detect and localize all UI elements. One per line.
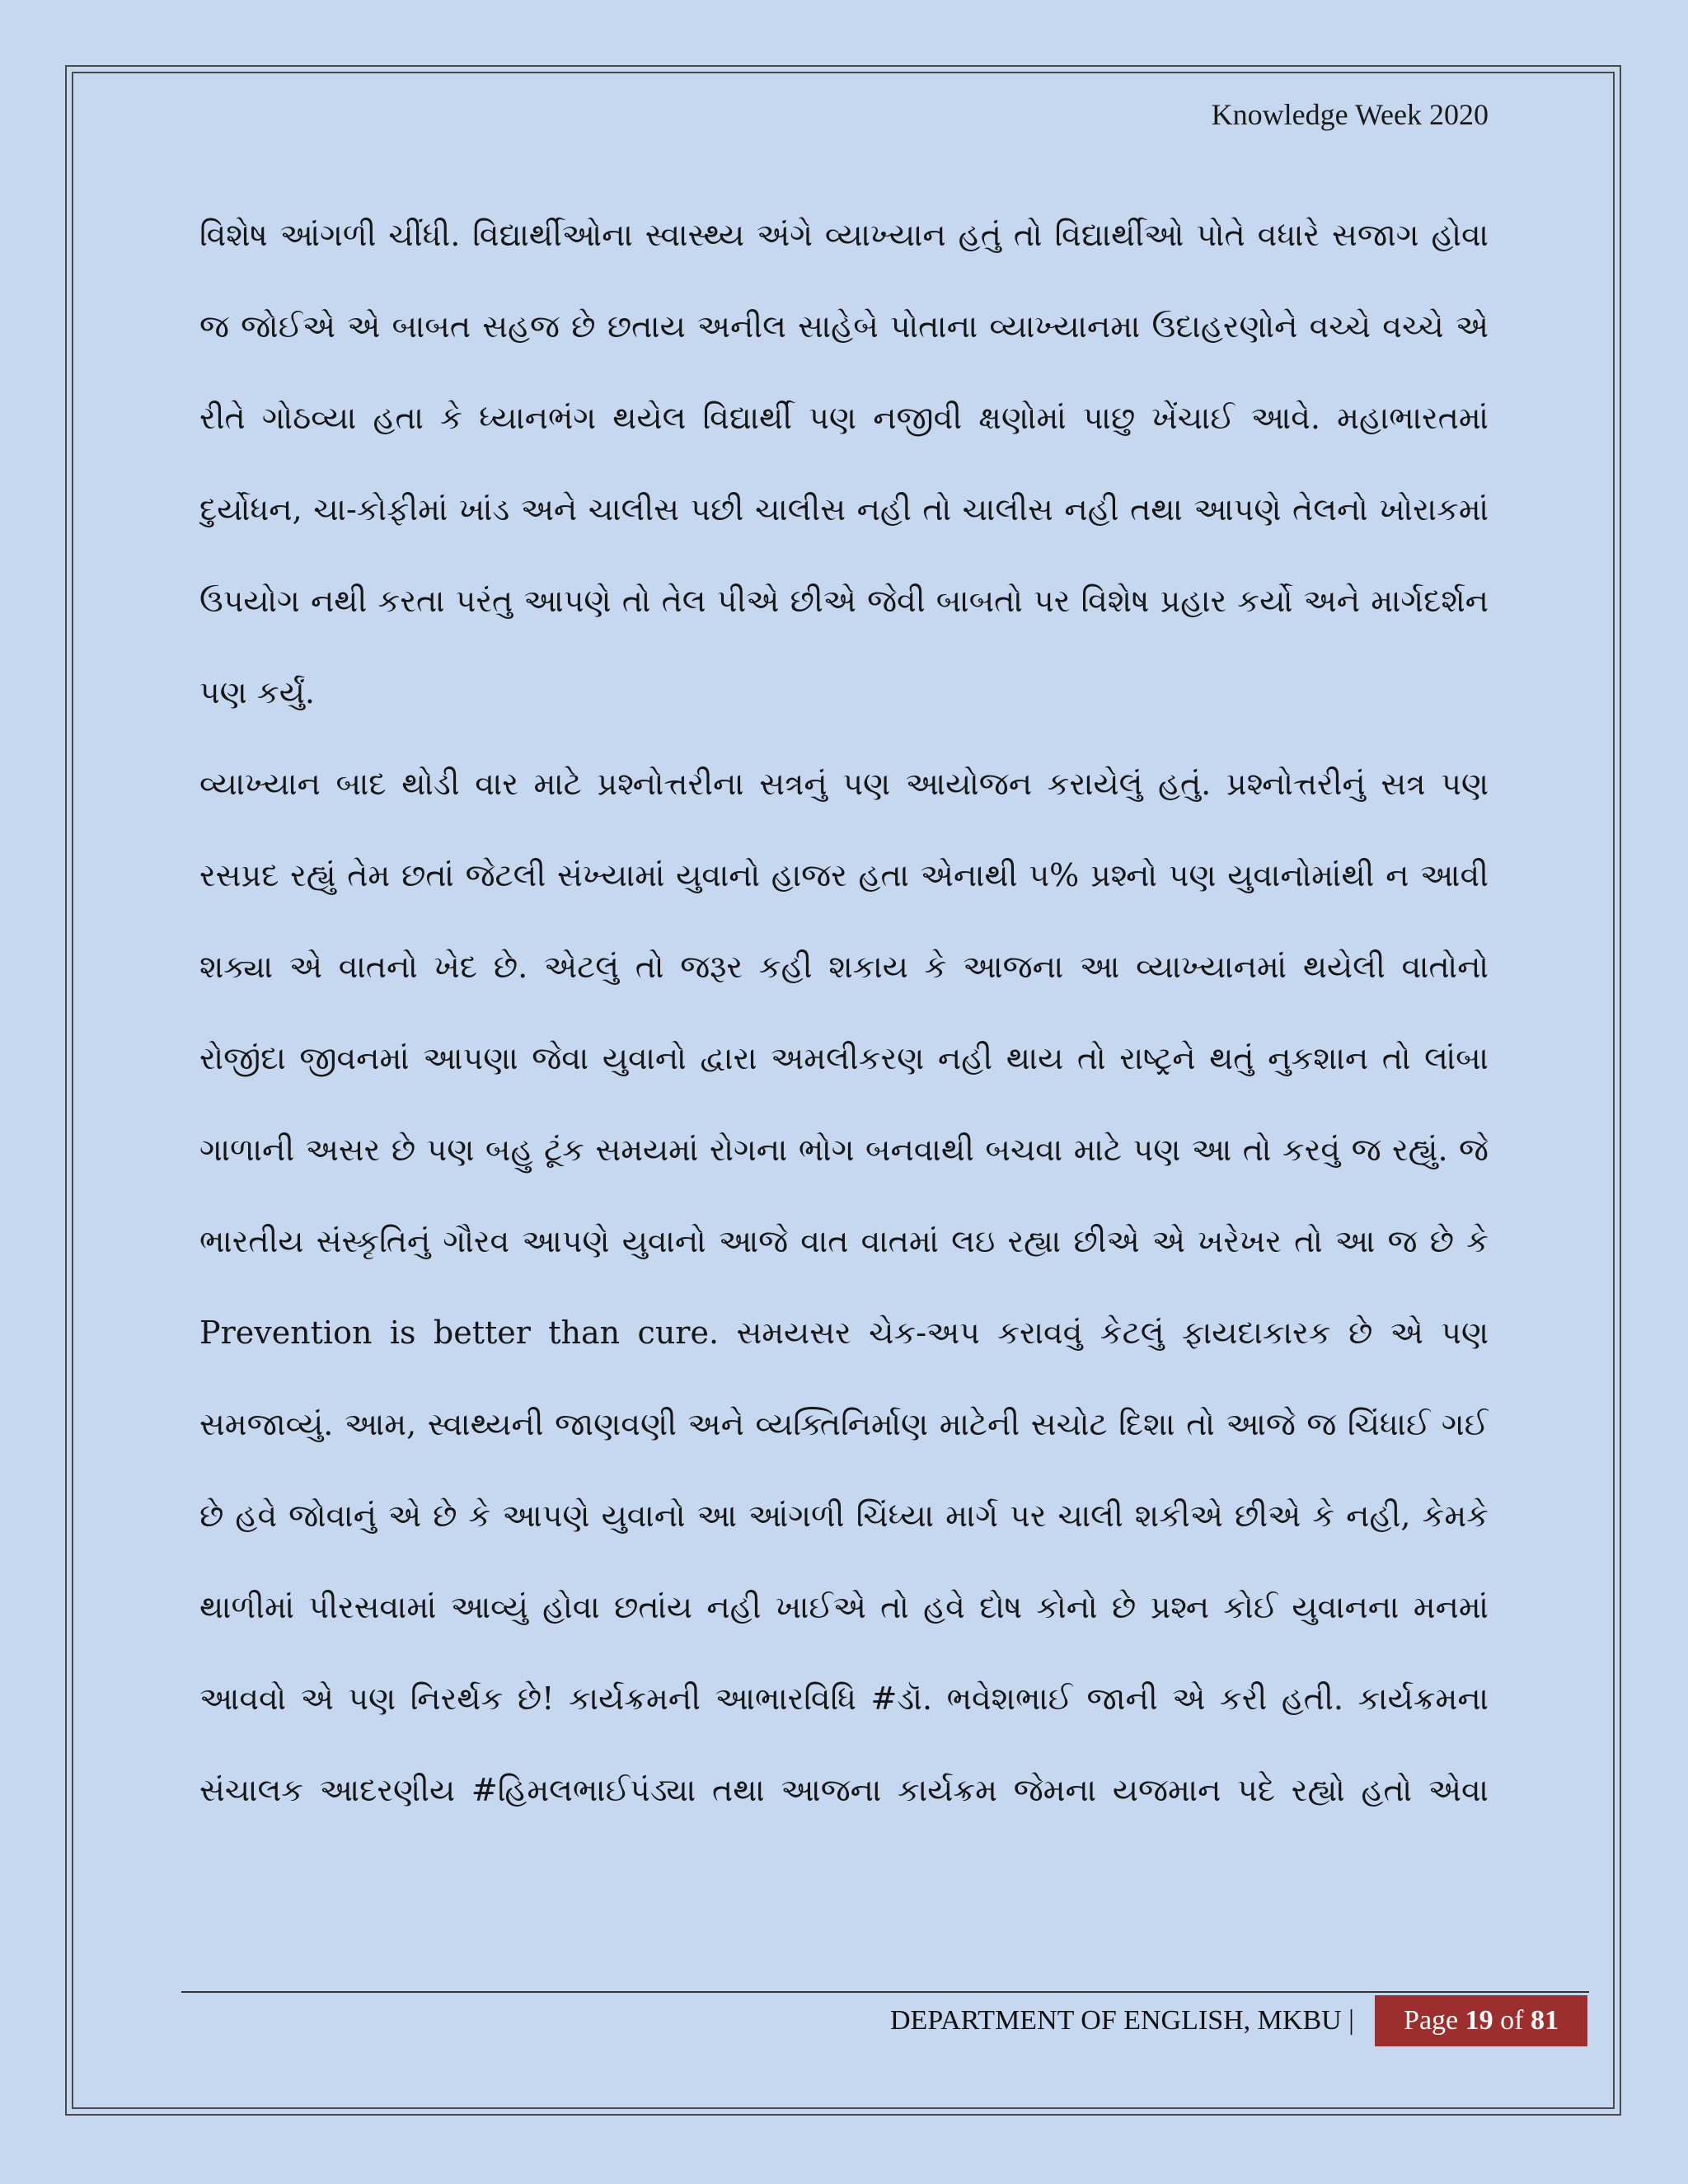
running-header: Knowledge Week 2020 (1211, 98, 1489, 131)
footer-department: DEPARTMENT OF ENGLISH, MKBU | (890, 2005, 1354, 2036)
current-page-number: 19 (1465, 2005, 1493, 2036)
page-number-badge (1375, 1995, 1587, 2046)
page-of-label: of (1500, 2005, 1524, 2036)
body-text (199, 190, 1489, 1945)
footer-divider (181, 1991, 1589, 1993)
page-label: Page (1404, 2005, 1459, 2036)
total-pages-number: 81 (1530, 2005, 1559, 2036)
paragraph-1: વિશેષ આંગળી ચીંધી. વિદ્યાર્થીઓના સ્વાસ્થ્ય અંગે વ્યાખ્યાન હતું તો વિદ્યાર્થીઓ પોતે વધારે સજાગ હોવા જ જોઈએ એ બાબત સહજ છે છતાય અનીલ સાહેબે પોતાના વ્યાખ્યાનમા ઉદાહરણોને વચ્ચે વચ્ચે એ રીતે ગોઠવ્યા હતા કે ધ્યાનભંગ થયેલ વિદ્યાર્થી પણ નજીવી ક્ષણોમાં પાછુ ખેંચાઈ આવે. મહાભારતમાં દુર્યોધન, ચા-કોફીમાં ખાંડ અને ચાલીસ પછી ચાલીસ નહી તો ચાલીસ નહી તથા આપણે તેલનો ખોરાકમાં ઉપયોગ નથી કરતા પરંતુ આપણે તો તેલ પીએ છીએ જેવી બાબતો પર વિશેષ પ્રહાર કર્યો અને માર્ગદર્શન પણ કર્યું. (199, 217, 1489, 710)
paragraph-2: વ્યાખ્યાન બાદ થોડી વાર માટે પ્રશ્નોત્તરીના સત્રનું પણ આયોજન કરાયેલું હતું. પ્રશ્નોત્તરીનું સત્ર પણ રસપ્રદ રહ્યું તેમ છતાં જેટલી સંખ્યામાં યુવાનો હાજર હતા એનાથી ૫% પ્રશ્નો પણ યુવાનોમાંથી ન આવી શક્યા એ વાતનો ખેદ છે. એટલું તો જરૂર કહી શકાય કે આજના આ વ્યાખ્યાનમાં થયેલી વાતોનો રોજીંદા જીવનમાં આપણા જેવા યુવાનો દ્વારા અમલીકરણ નહી થાય તો રાષ્ટ્રને થતું નુકશાન તો લાંબા ગાળાની અસર છે પણ બહુ ટૂંક સમયમાં રોગના ભોગ બનવાથી બચવા માટે પણ આ તો કરવું જ રહ્યું. જે ભારતીય સંસ્કૃતિનું ગૌરવ આપણે યુવાનો આજે વાત વાતમાં લઇ રહ્યા છીએ એ ખરેખર તો આ જ છે કે Prevention is better than cure. સમયસર ચેક-અપ કરાવવું કેટલું ફાયદાકારક છે એ પણ સમજાવ્યું. આમ, સ્વાથ્યની જાણવણી અને વ્યક્તિનિર્માણ માટેની સચોટ દિશા તો આજે જ ચિંધાઈ ગઈ છે હવે જોવાનું એ છે કે આપણે યુવાનો આ આંગળી ચિંધ્યા માર્ગ પર ચાલી શકીએ છીએ કે નહી, કેમકે થાળીમાં પીરસવામાં આવ્યું હોવા છતાંય નહી ખાઈએ તો હવે દોષ કોનો છે પ્રશ્ન કોઈ યુવાનના મનમાં આવવો એ પણ નિરર્થક છે! કાર્યક્રમની આભારવિધિ #ડૉ. ભવેશભાઈ જાની એ કરી હતી. કાર્યક્રમના સંચાલક આદરણીય #હિમલભાઈપંડ્યા તથા આજના કાર્યક્રમ જેમના યજમાન પદે રહ્યો હતો એવા (199, 766, 1489, 1808)
